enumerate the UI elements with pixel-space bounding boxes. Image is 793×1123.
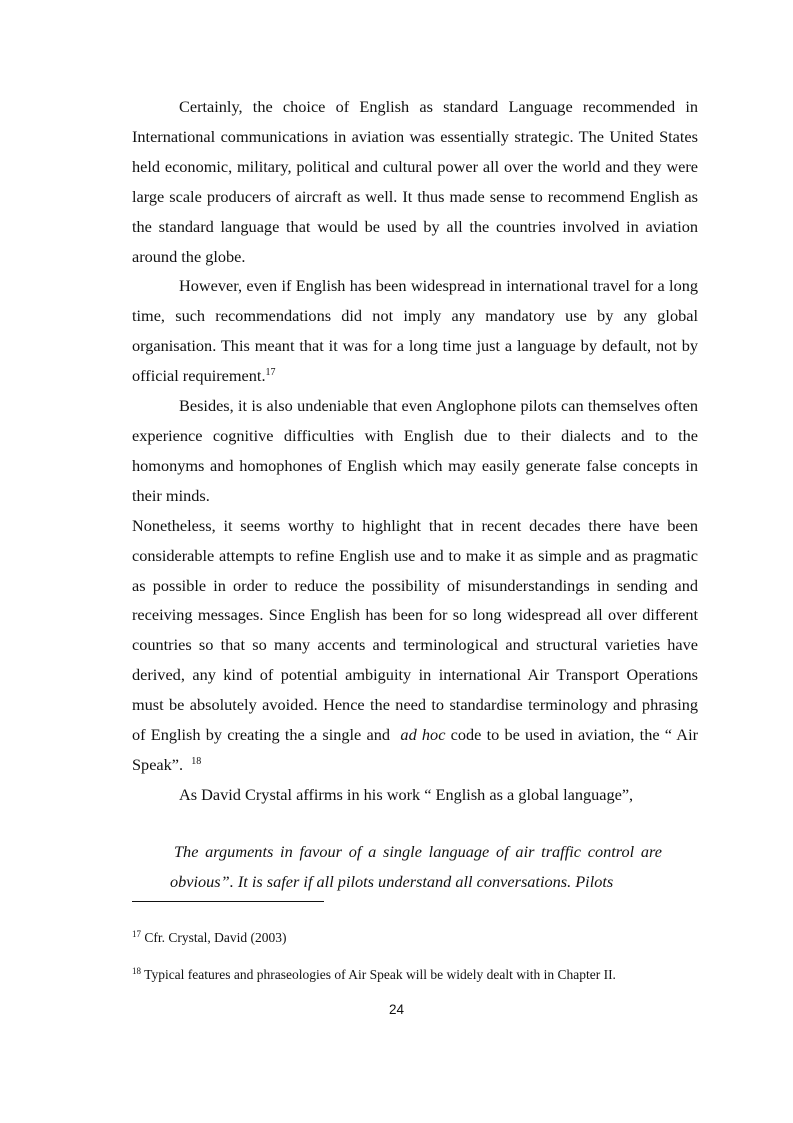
footnote-17-text: Cfr. Crystal, David (2003) (144, 930, 287, 945)
paragraph-3: Besides, it is also undeniable that even Anglophone pilots can themselves often experience cognitive difficulties with English due to their dialects and to the homonyms and homophones of English which may easily generate false concepts in their minds. (132, 396, 698, 505)
paragraph-4-text-b: code to be used in aviation, the “ Air Speak”. (132, 725, 699, 774)
paragraph-1: Certainly, the choice of English as standard Language recommended in International communications in aviation was essentially strategic. The United States held economic, military, political and cultural power all over the world and they were large scale producers of aircraft as well. It thus made sense to recommend English as the standard language that would be used by all the countries involved in aviation around the globe. (132, 97, 698, 266)
footnote-separator (132, 901, 324, 902)
footnote-18 (132, 966, 732, 984)
footnote-17-number: 17 (132, 929, 141, 939)
paragraph-5: As David Crystal affirms in his work “ English as a global language”, (179, 784, 634, 804)
footnote-17 (132, 929, 732, 947)
paragraph-4-text-a: Nonetheless, it seems worthy to highlight that in recent decades there have been considerable attempts to refine English use and to make it as simple and as pragmatic as possible in order to reduce the possibility of misunderstandings in sending and receiving messages. Since English has been for so long widespread all over different countries so that so many accents and terminological and structural varieties have derived, any kind of potential ambiguity in international Air Transport Operations must be absolutely avoided. Hence the need to standardise terminology and phrasing of English by creating the a single and (132, 515, 698, 745)
page-number: 24 (388, 1002, 405, 1017)
footnote-18-number: 18 (132, 966, 141, 976)
block-quote (170, 837, 662, 897)
block-quote-text: The arguments in favour of a single language of air traffic control are obvious”. It is safer if all pilots understand all conversations. Pilots (170, 842, 662, 891)
footnote-ref-18: 18 (191, 755, 202, 767)
body-text (132, 92, 698, 810)
paragraph-2-text: However, even if English has been widespread in international travel for a long time, such recommendations did not imply any mandatory use by any global organisation. This meant that it was for a long time just a language by default, not by official requirement. (132, 276, 698, 386)
paragraph-4 (132, 511, 698, 780)
ad-hoc-italic: ad hoc (400, 725, 446, 745)
paragraph-2 (132, 271, 698, 391)
footnote-18-text: Typical features and phraseologies of Air Speak will be widely dealt with in Chapter II. (144, 967, 616, 982)
footnote-ref-17: 17 (265, 367, 276, 379)
